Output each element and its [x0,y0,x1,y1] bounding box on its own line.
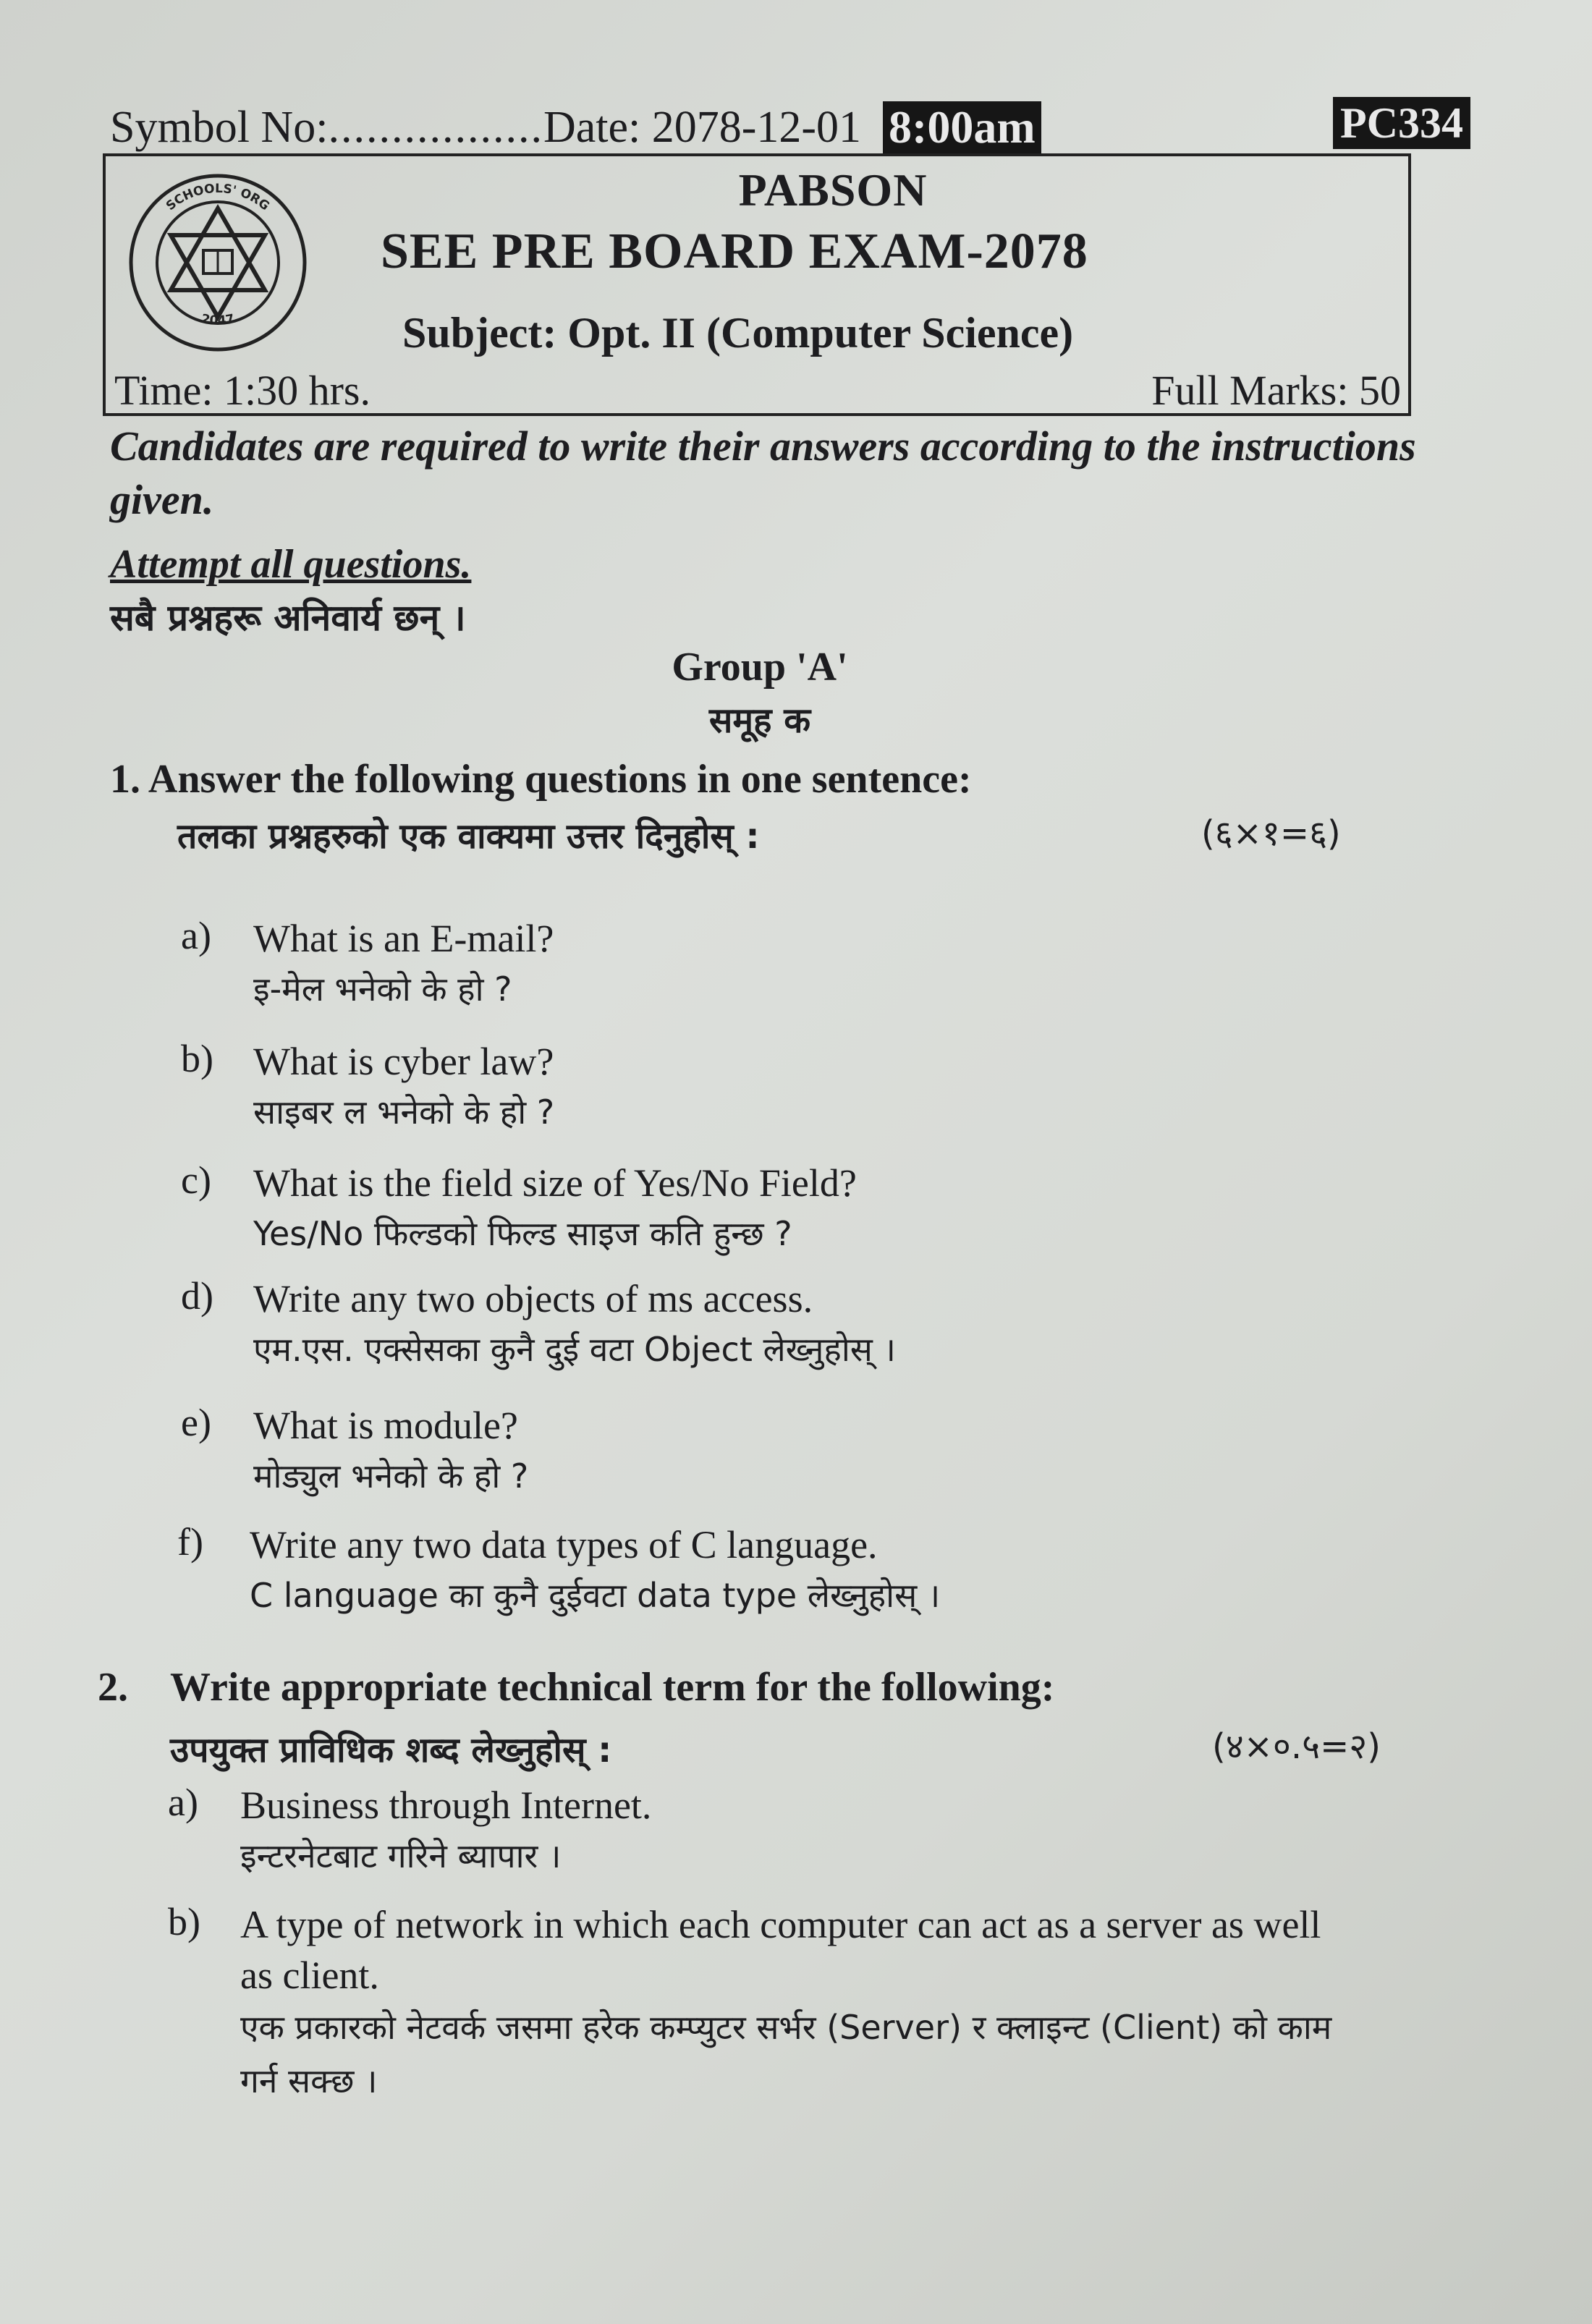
item-text-nepali: एक प्रकारको नेटवर्क जसमा हरेक कम्प्युटर सर्भर (Server) र क्लाइन्ट (Client) को काम गर्न सक्छ । [240,2008,1332,2100]
attempt-all-heading: Attempt all questions. [110,542,472,587]
group-heading: Group 'A' [672,645,848,690]
paper-code-badge: PC334 [1333,97,1470,149]
item-text-nepali: मोड्युल भनेको के हो ? [253,1456,529,1496]
q1-item-d [181,1273,896,1375]
exam-time-badge: 8:00am [883,101,1041,153]
attempt-all-nepali: सबै प्रश्नहरू अनिवार्य छन् । [110,597,466,639]
item-letter: e) [181,1401,211,1444]
item-text-nepali: Yes/No फिल्डको फिल्ड साइज कति हुन्छ ? [253,1214,792,1253]
item-letter: d) [181,1274,213,1318]
q1-item-a [181,913,554,1014]
item-text-nepali: इन्टरनेटबाट गरिने ब्यापार । [240,1836,562,1875]
item-letter: b) [181,1037,213,1080]
candidate-instructions: Candidates are required to write their answers according to the instructions given. [110,423,1416,523]
top-line [110,96,1470,153]
exam-date: Date: 2078-12-01 [543,103,861,152]
organization-name: PABSON [738,164,928,216]
question-1-text: Answer the following questions in one sentence: [148,757,972,802]
group-heading-nepali: समूह क [708,700,811,741]
item-letter: f) [177,1520,203,1564]
logo-year: 2047 [200,311,236,328]
symbol-dots: ................. [328,103,543,152]
item-text-nepali: साइबर ल भनेको के हो ? [253,1093,555,1132]
item-text: What is an E-mail? [253,917,554,960]
q1-item-c [181,1158,857,1259]
item-text: Write any two data types of C language. [250,1523,878,1566]
q1-item-f [177,1519,940,1621]
header-box [103,153,1411,416]
item-text: Business through Internet. [240,1784,652,1827]
question-1-heading [110,756,972,802]
item-text: Write any two objects of ms access. [253,1277,813,1320]
item-text: What is module? [253,1404,518,1447]
item-letter: a) [181,914,211,957]
q2-item-a [168,1780,651,1881]
full-marks: Full Marks: 50 [1151,367,1401,414]
question-1-marks: (६×१=६) [1201,813,1341,854]
subject-title: Subject: Opt. II (Computer Science) [402,309,1074,357]
exam-duration: Time: 1:30 hrs. [114,367,371,414]
logo-ring-top: SCHOOLS' ORG [163,181,272,214]
q1-item-b [181,1036,554,1137]
exam-title: SEE PRE BOARD EXAM-2078 [381,224,1088,279]
q2-item-b [168,1899,1362,2108]
item-text: What is cyber law? [253,1040,554,1083]
item-text: What is the field size of Yes/No Field? [253,1161,857,1205]
question-2-number: 2. [98,1665,128,1710]
item-letter: c) [181,1158,211,1202]
item-text-nepali: C language का कुनै दुईवटा data type लेख्नुहोस् । [250,1576,941,1615]
question-2-heading [98,1664,1054,1710]
question-2-marks: (४×०.५=२) [1212,1726,1381,1767]
item-letter: a) [168,1781,198,1824]
question-2-text: Write appropriate technical term for the following: [170,1665,1055,1710]
item-text-nepali: इ-मेल भनेको के हो ? [253,970,512,1009]
item-text: A type of network in which each computer can act as a server as well as client. [240,1903,1321,1997]
question-2-nepali: उपयुक्त प्राविधिक शब्द लेख्नुहोस् : [170,1730,612,1770]
item-letter: b) [168,1900,200,1943]
symbol-label: Symbol No: [110,103,329,152]
item-text-nepali: एम.एस. एक्सेसका कुनै दुई वटा Object लेख्नुहोस् । [253,1330,896,1369]
question-1-number: 1. [110,757,140,802]
time-marks-row [106,366,1408,415]
question-1-nepali: तलका प्रश्नहरुको एक वाक्यमा उत्तर दिनुहोस् : [177,816,760,857]
q1-item-e [181,1400,528,1501]
